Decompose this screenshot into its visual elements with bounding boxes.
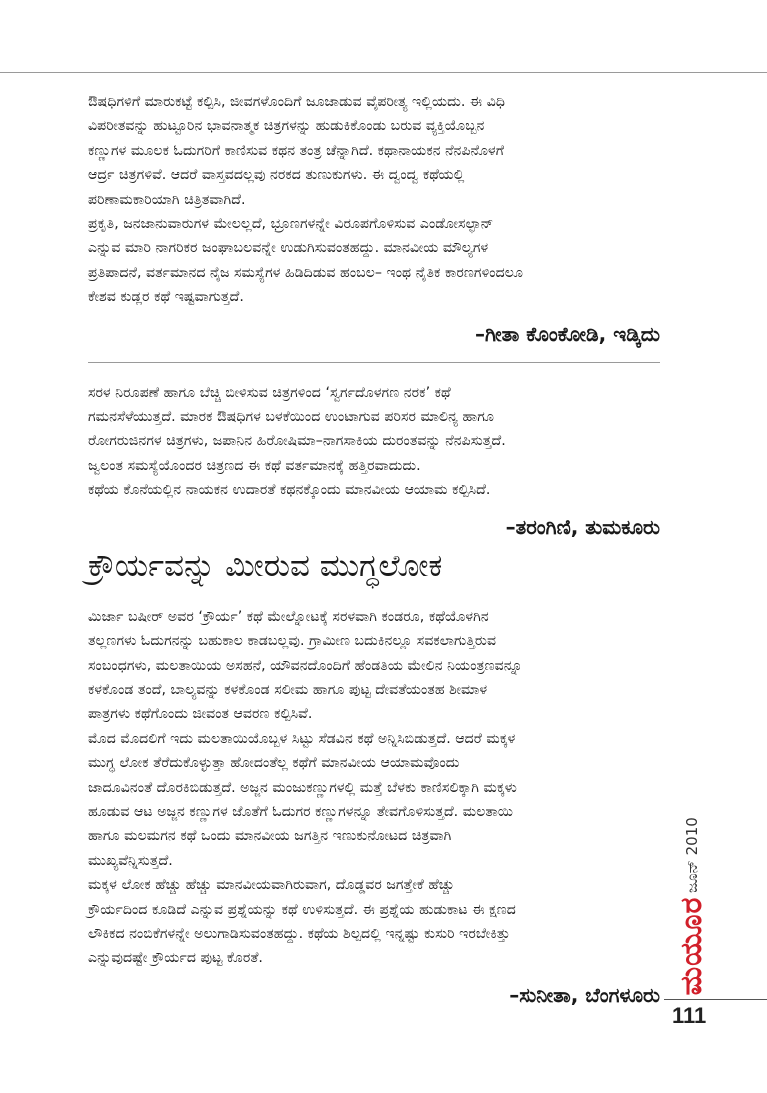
text-line: ಮಕ್ಕಳ ಲೋಕ ಹೆಚ್ಚು ಹೆಚ್ಚು ಮಾನವೀಯವಾಗಿರುವಾಗ, ದೊಡ್ಡವರ ಜಗತ್ತೇಕೆ ಹೆಚ್ಚು <box>88 877 455 894</box>
text-line: ಗಮನಸೆಳೆಯುತ್ತದೆ. ಮಾರಕ ಔಷಧಿಗಳ ಬಳಕೆಯಿಂದ ಉಂಟಾಗುವ ಪರಿಸರ ಮಾಲಿನ್ಯ ಹಾಗೂ <box>88 409 495 426</box>
text-line: ಎನ್ನುವುದಷ್ಟೇ ಕ್ರೌರ್ಯದ ಪುಟ್ಟ ಕೊರತೆ. <box>88 950 263 967</box>
magazine-logo <box>668 896 716 996</box>
text-line: ಕಳಕೊಂಡ ತಂದೆ, ಬಾಲ್ಯವನ್ನು ಕಳಕೊಂಡ ಸಲೀಮ ಹಾಗೂ ಪುಟ್ಟ ದೇವತೆಯಂತಹ ಶೀಮಾಳ <box>88 681 488 698</box>
text-line: ಮುಗ್ಧ ಲೋಕ ತೆರೆದುಕೊಳ್ಳುತ್ತಾ ಹೋದಂತೆಲ್ಲ ಕಥೆಗೆ ಮಾನವೀಯ ಆಯಾಮವೊಂದು <box>88 755 460 772</box>
article-heading: ಕ್ರೌರ್ಯವನ್ನು ಮೀರುವ ಮುಗ್ಧಲೋಕ <box>88 547 443 584</box>
text-line: ರೋಗರುಜಿನಗಳ ಚಿತ್ರಗಳು, ಜಪಾನಿನ ಹಿರೋಷಿಮಾ–ನಾಗಸಾಕಿಯ ದುರಂತವನ್ನು ನೆನಪಿಸುತ್ತದೆ. <box>88 433 506 450</box>
section-divider <box>88 362 660 363</box>
section3-paragraph-1 <box>88 605 660 727</box>
text-line: ಹಾಗೂ ಮಲಮಗನ ಕಥೆ ಒಂದು ಮಾನವೀಯ ಜಗತ್ತಿನ ಇಣುಕುನೋಟದ ಚಿತ್ರವಾಗಿ <box>88 828 452 845</box>
text-line: ಆರ್ದ್ರ ಚಿತ್ರಗಳಿವೆ. ಆದರೆ ವಾಸ್ತವದಲ್ಲವು ನರಕದ ತುಣುಕುಗಳು. ಈ ದ್ವಂದ್ವ ಕಥೆಯಲ್ಲಿ <box>88 167 465 184</box>
text-line: ಮಿರ್ಜಾ ಬಷೀರ್ ಅವರ ‘ಕ್ರೌರ್ಯ’ ಕಥೆ ಮೇಲ್ನೋಟಕ್ಕೆ ಸರಳವಾಗಿ ಕಂಡರೂ, ಕಥೆಯೊಳಗಿನ <box>88 608 489 625</box>
text-line: ಮುಖ್ಯವೆನ್ನಿಸುತ್ತದೆ. <box>88 852 173 869</box>
section1-signature: –ಗೀತಾ ಕೊಂಕೋಡಿ, ಇಡ್ಕಿದು <box>474 321 660 346</box>
text-line: ವಿಪರೀತವನ್ನು ಹುಟ್ಟೂರಿನ ಭಾವನಾತ್ಮಕ ಚಿತ್ರಗಳನ್ನು ಹುಡುಕಿಕೊಂಡು ಬರುವ ವ್ಯಕ್ತಿಯೊಬ್ಬನ <box>88 118 485 135</box>
text-line: ಜ್ವಲಂತ ಸಮಸ್ಯೆಯೊಂದರ ಚಿತ್ರಣದ ಈ ಕಥೆ ವರ್ತಮಾನಕ್ಕೆ ಹತ್ತಿರವಾದುದು. <box>88 457 421 474</box>
section3-paragraph-2 <box>88 727 660 873</box>
text-line: ಪ್ರಕೃತಿ, ಜನಜಾನುವಾರುಗಳ ಮೇಲಲ್ಲದೆ, ಭ್ರೂಣಗಳನ್ನೇ ವಿರೂಪಗೊಳಿಸುವ ಎಂಡೋಸಲ್ಫಾನ್ <box>88 216 494 233</box>
article-body <box>88 90 660 1009</box>
text-line: ಹೂಡುವ ಆಟ ಅಜ್ಜನ ಕಣ್ಣುಗಳ ಜೊತೆಗೆ ಓದುಗರ ಕಣ್ಣುಗಳನ್ನೂ ತೇವಗೊಳಿಸುತ್ತದೆ. ಮಲತಾಯಿ <box>88 803 514 820</box>
text-line: ಕೇಶವ ಕುಡ್ಲರ ಕಥೆ ಇಷ್ಟವಾಗುತ್ತದೆ. <box>88 289 244 306</box>
section1-paragraph-1 <box>88 90 660 212</box>
text-line: ಪ್ರತಿಪಾದನೆ, ವರ್ತಮಾನದ ನೈಜ ಸಮಸ್ಯೆಗಳ ಹಿಡಿದಿಡುವ ಹಂಬಲ– ಇಂಥ ನೈತಿಕ ಕಾರಣಗಳಿಂದಲೂ <box>88 264 524 281</box>
text-line: ಪಾತ್ರಗಳು ಕಥೆಗೊಂದು ಜೀವಂತ ಆವರಣ ಕಲ್ಪಿಸಿವೆ. <box>88 706 313 723</box>
section2-signature: –ತರಂಗಿಣಿ, ತುಮಕೂರು <box>505 514 660 539</box>
issue-date-label <box>674 798 710 893</box>
page-number: 111 <box>672 1003 707 1028</box>
section3-paragraph-3 <box>88 873 660 971</box>
text-line: ಮೊದ ಮೊದಲಿಗೆ ಇದು ಮಲತಾಯಿಯೊಬ್ಬಳ ಸಿಟ್ಟು ಸೆಡವಿನ ಕಥೆ ಅನ್ನಿಸಿಬಿಡುತ್ತದೆ. ಆದರೆ ಮಕ್ಕಳ <box>88 730 516 747</box>
text-line: ತಲ್ಲಣಗಳು ಓದುಗನನ್ನು ಬಹುಕಾಲ ಕಾಡಬಲ್ಲವು. ಗ್ರಾಮೀಣ ಬದುಕಿನಲ್ಲೂ ಸವಕಲಾಗುತ್ತಿರುವ <box>88 633 497 650</box>
magazine-logo-text: ಮಯೂರ <box>674 896 709 996</box>
text-line: ಪರಿಣಾಮಕಾರಿಯಾಗಿ ಚಿತ್ರಿತವಾಗಿದೆ. <box>88 191 246 208</box>
top-rule <box>0 72 767 73</box>
text-line: ಕಥೆಯ ಕೊನೆಯಲ್ಲಿನ ನಾಯಕನ ಉದಾರತೆ ಕಥನಕ್ಕೊಂದು ಮಾನವೀಯ ಆಯಾಮ ಕಲ್ಪಿಸಿದೆ. <box>88 482 491 499</box>
text-line: ಕ್ರೌರ್ಯದಿಂದ ಕೂಡಿದೆ ಎನ್ನುವ ಪ್ರಶ್ನೆಯನ್ನು ಕಥೆ ಉಳಿಸುತ್ತದೆ. ಈ ಪ್ರಶ್ನೆಯ ಹುಡುಕಾಟ ಈ ಕ್ಷಣದ <box>88 901 516 918</box>
section3-signature: –ಸುನೀತಾ, ಬೆಂಗಳೂರು <box>509 982 660 1007</box>
section1-paragraph-2 <box>88 212 660 310</box>
text-line: ಎನ್ನುವ ಮಾರಿ ನಾಗರಿಕರ ಜಂಘಾಬಲವನ್ನೇ ಉಡುಗಿಸುವಂತಹದ್ದು. ಮಾನವೀಯ ಮೌಲ್ಯಗಳ <box>88 240 489 257</box>
text-line: ಔಷಧಿಗಳಿಗೆ ಮಾರುಕಟ್ಟೆ ಕಲ್ಪಿಸಿ, ಜೀವಗಳೊಂದಿಗೆ ಜೂಜಾಡುವ ವೈಪರೀತ್ಯ ಇಲ್ಲಿಯದು. ಈ ವಿಧಿ <box>88 94 506 110</box>
text-line: ಸಂಬಂಧಗಳು, ಮಲತಾಯಿಯ ಅಸಹನೆ, ಯೌವನದೊಂದಿಗೆ ಹೆಂಡತಿಯ ಮೇಲಿನ ನಿಯಂತ್ರಣವನ್ನೂ <box>88 657 523 674</box>
page-number-rule <box>664 999 767 1000</box>
section2-paragraph <box>88 381 660 503</box>
text-line: ಕಣ್ಣುಗಳ ಮೂಲಕ ಓದುಗರಿಗೆ ಕಾಣಿಸುವ ಕಥನ ತಂತ್ರ ಚೆನ್ನಾಗಿದೆ. ಕಥಾನಾಯಕನ ನೆನಪಿನೊಳಗೆ <box>88 142 504 159</box>
text-line: ಸರಳ ನಿರೂಪಣೆ ಹಾಗೂ ಬೆಚ್ಚಿ ಬೀಳಿಸುವ ಚಿತ್ರಗಳಿಂದ ‘ಸ್ವರ್ಗದೊಳಗಣ ನರಕ’ ಕಥೆ <box>88 384 451 401</box>
text-line: ಲೌಕಿಕದ ನಂಬಿಕೆಗಳನ್ನೇ ಅಲುಗಾಡಿಸುವಂತಹದ್ದು. ಕಥೆಯ ಶಿಲ್ಪದಲ್ಲಿ ಇನ್ನಷ್ಟು ಕುಸುರಿ ಇರಬೇಕಿತ್ತು <box>88 925 511 942</box>
issue-date-text: ಜೂನ್ 2010 <box>683 817 701 893</box>
text-line: ಜಾದೂವಿನಂತೆ ದೊರಕಿಬಿಡುತ್ತದೆ. ಅಜ್ಜನ ಮಂಜುಕಣ್ಣುಗಳಲ್ಲಿ ಮತ್ತೆ ಬೆಳಕು ಕಾಣಿಸಲಿಕ್ಕಾಗಿ ಮಕ್ಕಳು <box>88 779 517 796</box>
